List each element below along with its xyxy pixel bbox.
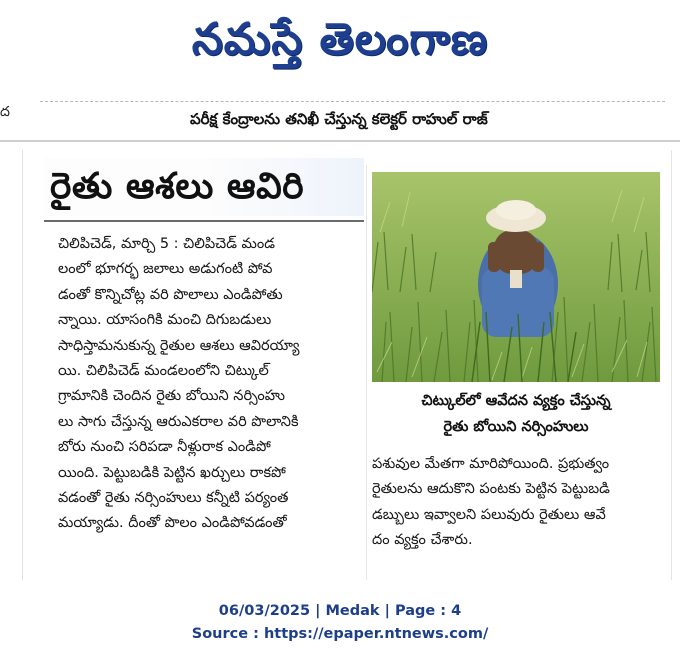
article-photo [372, 172, 660, 382]
article-headline: రైతు ఆశలు ఆవిరి [50, 166, 305, 207]
body-line: సాధిస్తామనుకున్న రైతుల ఆశలు ఆవిరయ్యా [58, 337, 300, 354]
caption-line: రైతు బోయిని నర్సింహులు [443, 419, 589, 435]
kicker-headline: పరీక్ష కేంద్రాలను తనిఖీ చేస్తున్న కలెక్టర్ రాహుల్ రాజ్ [190, 110, 488, 128]
body-line: డబ్బులు ఇవ్వాలని పలువురు రైతులు ఆవే [372, 506, 606, 523]
body-line: వడంతో రైతు నర్సింహులు కన్నీటి పర్యంత [58, 490, 289, 507]
body-line: గ్రామానికి చెందిన రైతు బోయిని నర్సింహు [58, 388, 286, 405]
newspaper-logo: నమస్తే తెలంగాణ [191, 14, 489, 65]
masthead [0, 0, 680, 90]
body-line: యి. చిలిపిచెడ్ మండలంలోని చిట్కుల్ [58, 363, 269, 380]
body-line: పశువుల మేతగా మారిపోయింది. ప్రభుత్వం [372, 456, 610, 472]
body-line: డంతో కొన్నిచోట్ల వరి పొలాలు ఎండిపోతు [58, 286, 283, 303]
body-line: న్నాయి. యాసంగికి మంచి దిగుబడులు [58, 312, 272, 329]
body-line: రైతులను ఆదుకొని పంటకు పెట్టిన పెట్టుబడి [372, 481, 610, 498]
body-line: లంలో భూగర్భ జలాలు అడుగంటి పోవ [58, 261, 273, 278]
body-line: బోరు నుంచి సరిపడా నీళ్లురాక ఎండిపో [58, 439, 271, 456]
dashed-separator [40, 101, 665, 102]
farmer-in-dry-paddy-photo [372, 172, 660, 382]
body-line: దం వ్యక్తం చేశారు. [372, 532, 473, 549]
section-rule [0, 140, 680, 142]
body-line: చిలిపిచెడ్, మార్చి 5 : చిలిపిచెడ్ మండ [58, 236, 275, 252]
footer-source-line: Source : https://epaper.ntnews.com/ [191, 626, 489, 642]
photo-caption [372, 388, 660, 440]
column-divider [366, 165, 367, 580]
body-line: యింది. పెట్టుబడికి పెట్టిన ఖర్చులు రాకపో [58, 464, 286, 481]
caption-line: చిట్కుల్‌లో ఆవేదన వ్యక్తం చేస్తున్న [421, 393, 611, 409]
body-line: లు సాగు చేస్తున్న ఆరుఎకరాల వరి పొలానికి [58, 413, 299, 430]
article-body-left [58, 232, 364, 537]
headline-underline [44, 220, 364, 222]
adjacent-column-fragment: ద [0, 104, 10, 120]
footer-date-line: 06/03/2025 | Medak | Page : 4 [218, 603, 462, 619]
article-body-right [372, 452, 662, 554]
body-line: మయ్యాడు. దీంతో పొలం ఎండిపోవడంతో [58, 515, 287, 532]
